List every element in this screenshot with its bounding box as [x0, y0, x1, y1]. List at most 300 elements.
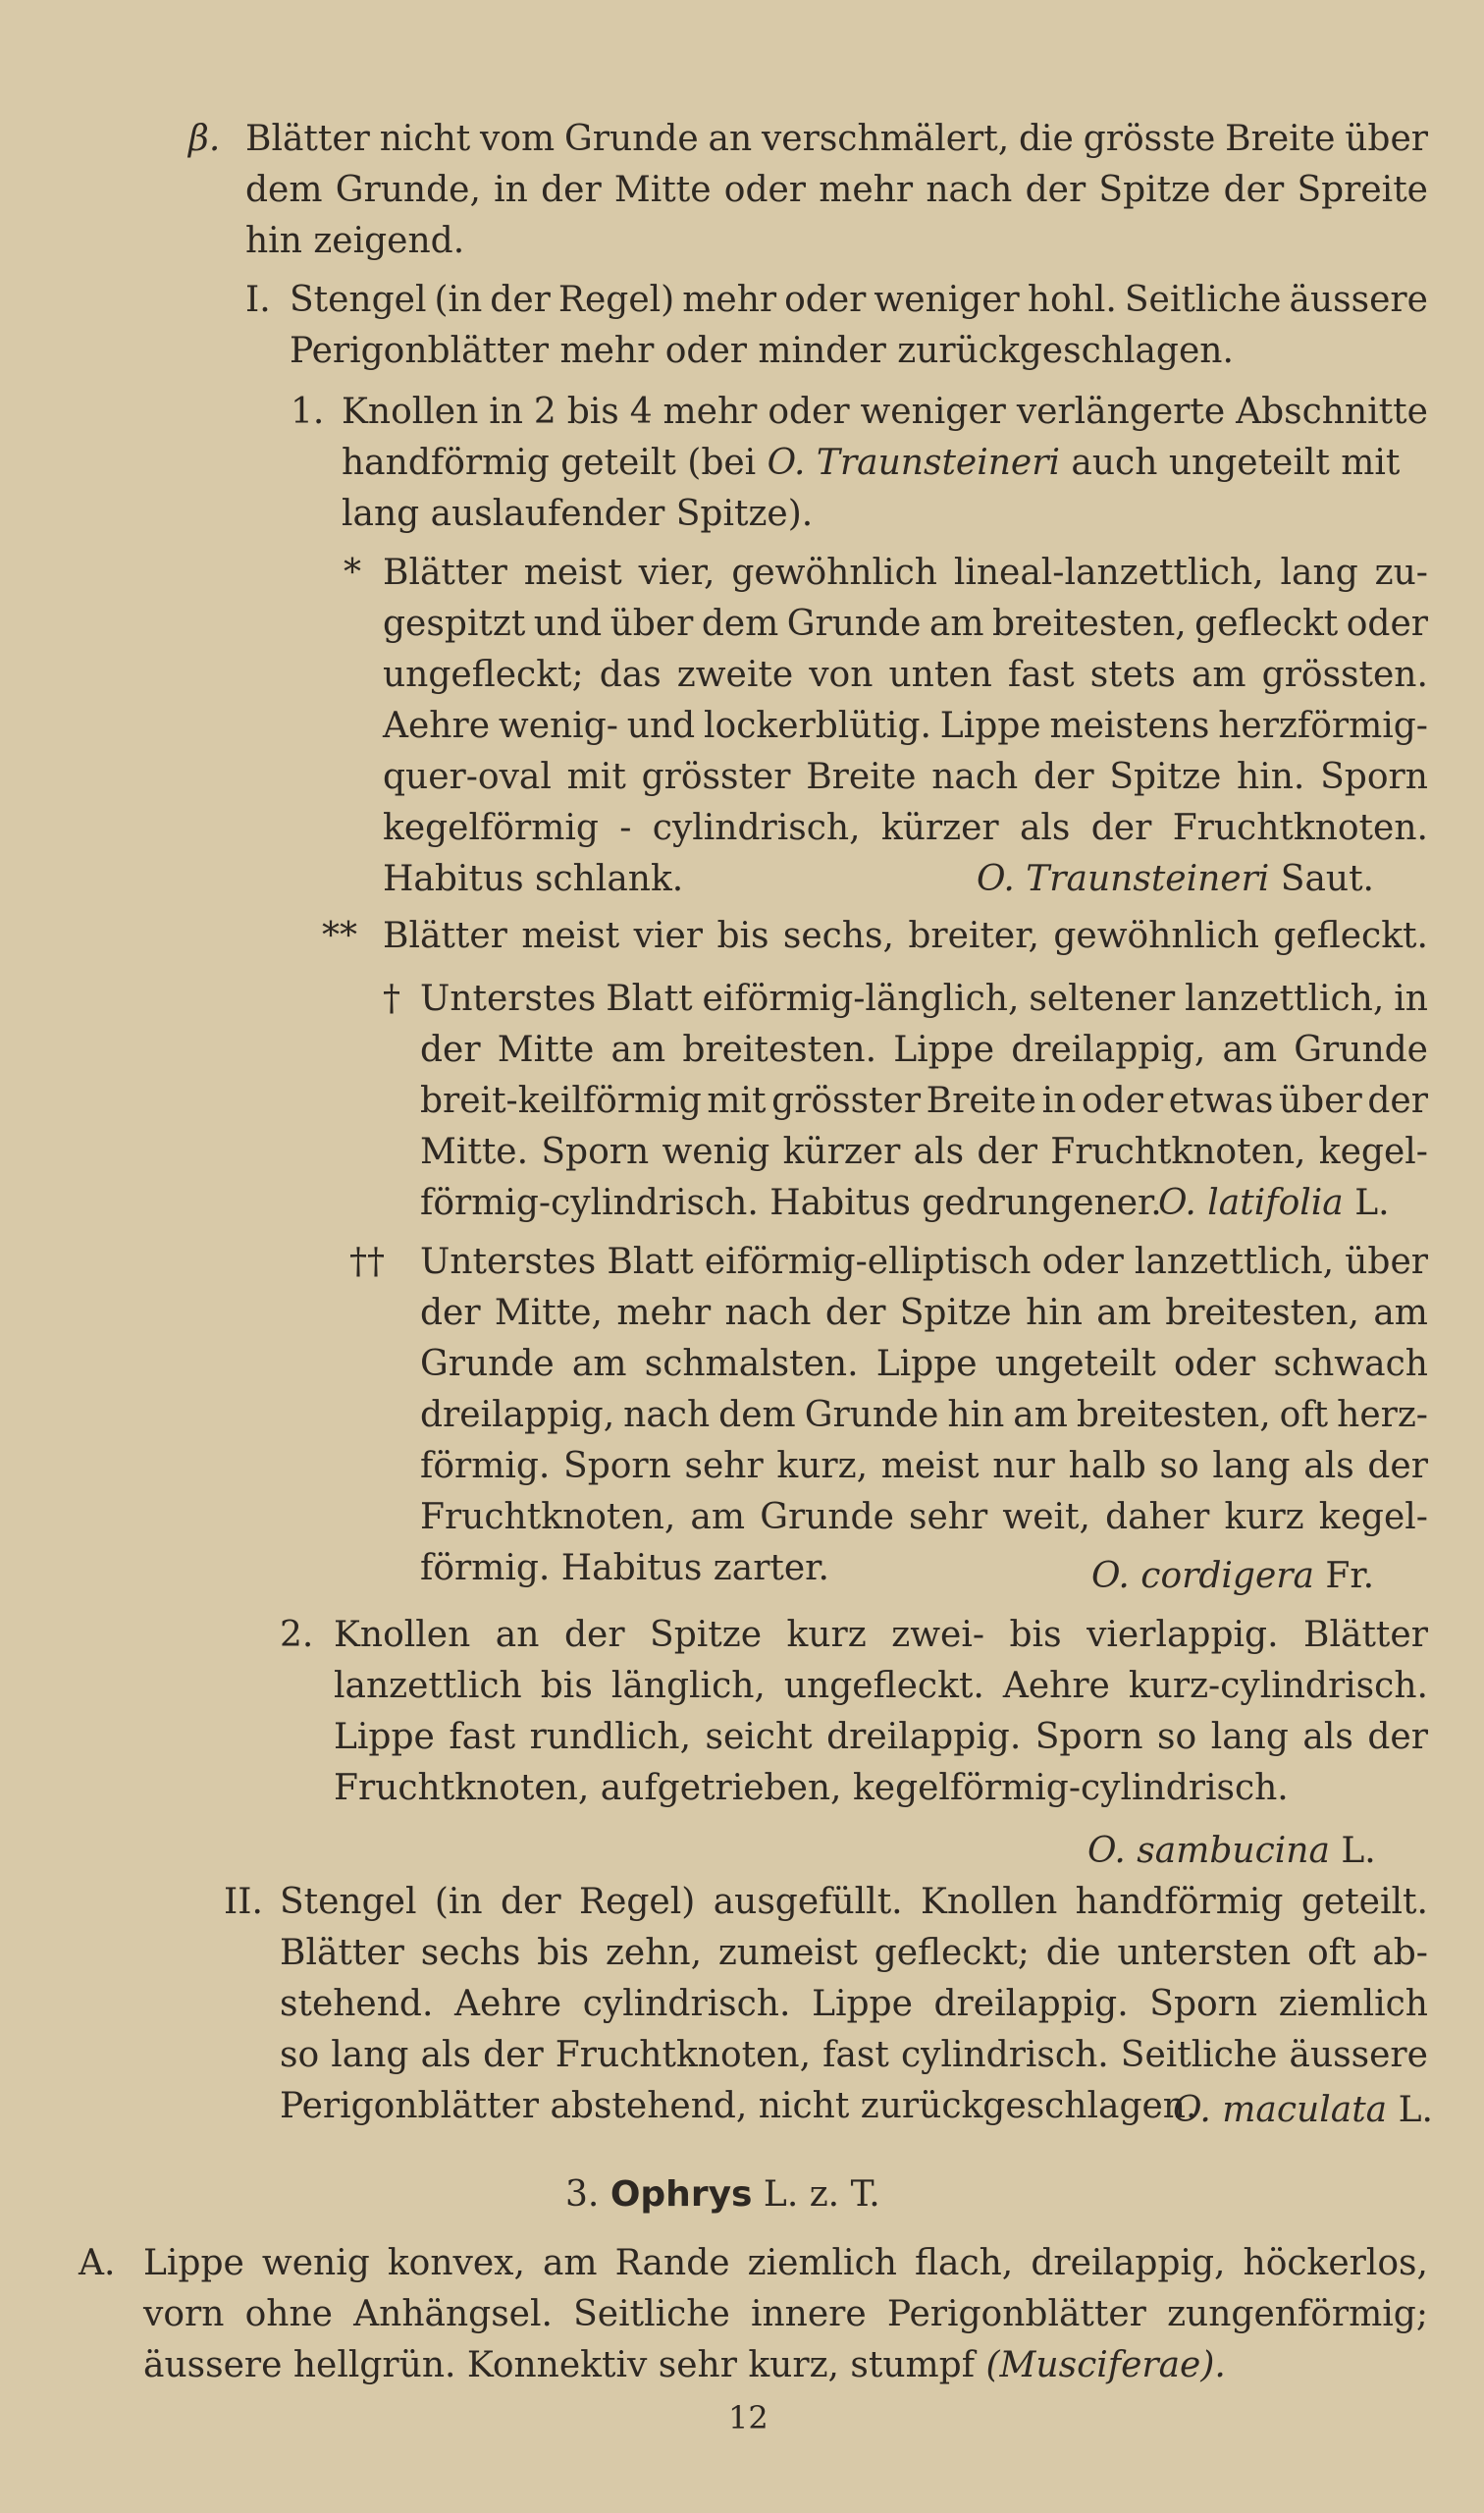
word: breiter,	[908, 916, 1039, 956]
item1-line-2	[342, 442, 1400, 485]
word: gefleckt;	[874, 1933, 1030, 1973]
word: breitesten,	[1076, 1395, 1271, 1435]
word: lockerblütig.	[704, 706, 931, 746]
word: Lippe	[893, 1030, 995, 1070]
word: cylindrisch,	[652, 808, 861, 848]
word: an	[495, 1615, 540, 1655]
word: konvex,	[387, 2243, 525, 2283]
sectionA-italic: (Musciferae).	[985, 2345, 1226, 2385]
word: Abschnitte	[1236, 392, 1428, 432]
word: nach	[926, 170, 1013, 210]
word: (in	[434, 280, 483, 320]
word: flach,	[914, 2243, 1014, 2283]
word: ab-	[1372, 1933, 1428, 1973]
word: der	[1025, 170, 1086, 210]
word: über	[1345, 1242, 1428, 1282]
item1-species: O. Traunsteineri	[767, 443, 1060, 483]
word: lineal-lanzettlich,	[953, 553, 1264, 593]
dagger2-line-2	[420, 1292, 1428, 1335]
word: -	[619, 808, 632, 848]
word: nach	[724, 1293, 812, 1333]
word: am	[571, 1344, 627, 1384]
word: der	[1367, 1717, 1428, 1757]
word: meist	[880, 1446, 980, 1486]
word: über	[1278, 1081, 1362, 1121]
word: Mitte,	[494, 1293, 603, 1333]
word: mehr	[819, 170, 914, 210]
word: Seitliche	[573, 2294, 730, 2334]
word: zumeist	[717, 1933, 858, 1973]
word: untersten	[1117, 1933, 1292, 1973]
word: der	[563, 1615, 625, 1655]
dagger1-line-4	[420, 1131, 1428, 1174]
word: Lippe	[875, 1344, 978, 1384]
word: der	[1367, 1446, 1428, 1486]
word: dreilappig,	[420, 1395, 615, 1435]
word: lang	[1212, 1446, 1291, 1486]
word: stehend.	[280, 1984, 434, 2024]
word: oder	[1041, 1242, 1124, 1282]
word: bis	[716, 916, 769, 956]
word: dem	[701, 604, 779, 644]
word: kurz	[1224, 1497, 1304, 1537]
dagger2-species-line	[1091, 1555, 1374, 1598]
word: vorn	[143, 2294, 225, 2334]
word: am	[1191, 655, 1246, 695]
word: hin	[947, 1395, 1005, 1435]
roman2-line-2	[280, 1932, 1428, 1975]
word: die	[1019, 119, 1074, 159]
word: schwach	[1273, 1344, 1428, 1384]
dagger2-species: O. cordigera	[1091, 1556, 1314, 1596]
dagger2-marker: ††	[349, 1242, 385, 1282]
star1-line-3	[383, 654, 1428, 697]
star2-line-1	[383, 915, 1428, 958]
word: Regel)	[578, 1882, 696, 1922]
word: breitesten,	[1165, 1293, 1359, 1333]
word: breitesten,	[991, 604, 1187, 644]
star1-species-line	[977, 858, 1374, 901]
word: über	[610, 604, 694, 644]
word: kürzer	[782, 1132, 901, 1172]
word: wenig	[662, 1132, 770, 1172]
word: so	[1157, 1717, 1197, 1757]
word: als	[1302, 1717, 1353, 1757]
word: vier,	[638, 553, 716, 593]
star1-line-2	[383, 603, 1428, 646]
word: kürzer	[880, 808, 999, 848]
word: der	[420, 1293, 481, 1333]
word: von	[809, 655, 874, 695]
word: mehr	[662, 392, 758, 432]
word: innere	[750, 2294, 867, 2334]
word: fast	[822, 2035, 889, 2075]
word: kegel-	[1318, 1497, 1428, 1537]
word: etwas	[1168, 1081, 1274, 1121]
dagger1-line-1	[420, 978, 1428, 1021]
dagger2-line-7: förmig. Habitus zarter.	[420, 1548, 829, 1588]
genus-authority: L. z. T.	[763, 2174, 880, 2215]
word: mit	[707, 1081, 767, 1121]
word: Grunde	[420, 1344, 555, 1384]
word: gespitzt	[383, 604, 526, 644]
word: hin	[1026, 1293, 1083, 1333]
word: kurz	[786, 1615, 867, 1655]
word: dreilappig,	[1031, 2243, 1226, 2283]
sectionA-line-1	[143, 2242, 1428, 2285]
roman2-line-1	[280, 1881, 1428, 1924]
word: cylindrisch.	[582, 1984, 791, 2024]
item2-author: L.	[1341, 1831, 1376, 1871]
word: am	[928, 604, 984, 644]
genus-name: Ophrys	[610, 2174, 753, 2215]
word: und	[533, 604, 603, 644]
word: Breite	[926, 1081, 1036, 1121]
word: oder	[1081, 1081, 1164, 1121]
word: Stengel	[290, 280, 427, 320]
dagger1-line-3	[420, 1080, 1428, 1123]
word: verlängerte	[1016, 392, 1226, 432]
word: dem	[718, 1395, 796, 1435]
word: rundlich,	[529, 1717, 692, 1757]
word: cylindrisch.	[900, 2035, 1109, 2075]
dagger2-line-5	[420, 1445, 1428, 1488]
word: meist	[523, 553, 622, 593]
word: äussere	[1289, 2035, 1428, 2075]
word: als	[1019, 808, 1071, 848]
word: das	[599, 655, 662, 695]
word: der	[1223, 170, 1285, 210]
word: oder	[768, 392, 850, 432]
item2-marker: 2.	[280, 1615, 314, 1655]
word: quer-oval	[383, 757, 552, 797]
word: zweite	[676, 655, 794, 695]
word: als	[420, 2035, 472, 2075]
word: Rande	[614, 2243, 730, 2283]
roman2-marker: II.	[224, 1882, 263, 1922]
word: gefleckt	[1194, 604, 1339, 644]
roman2-author: L.	[1398, 2090, 1433, 2130]
word: sechs	[420, 1933, 521, 1973]
word: lang	[1280, 553, 1358, 593]
word: vier	[633, 916, 704, 956]
word: der	[541, 170, 602, 210]
word: sechs,	[782, 916, 894, 956]
sectionA-marker: A.	[79, 2243, 116, 2283]
word: Spitze	[899, 1293, 1012, 1333]
word: Sporn	[1320, 757, 1428, 797]
word: dreilappig.	[933, 1984, 1129, 2024]
word: lanzettlich,	[1134, 1242, 1335, 1282]
sectionA-line-3	[143, 2344, 1226, 2387]
dagger2-line-6	[420, 1496, 1428, 1539]
word: eiförmig-elliptisch	[704, 1242, 1032, 1282]
word: Fruchtknoten,	[1050, 1132, 1306, 1172]
word: Unterstes	[420, 1242, 597, 1282]
word: grösster	[641, 757, 791, 797]
word: am	[690, 1497, 746, 1537]
roman2-species: O. maculata	[1173, 2090, 1388, 2130]
word: der	[1090, 808, 1152, 848]
word: vom	[480, 119, 556, 159]
word: 4	[629, 392, 653, 432]
word: Blätter	[383, 553, 507, 593]
word: Grunde	[1294, 1030, 1428, 1070]
word: herzförmig-	[1218, 706, 1428, 746]
word: nach	[623, 1395, 711, 1435]
word: Lippe	[334, 1717, 435, 1757]
word: der	[420, 1030, 481, 1070]
word: Seitliche	[1124, 280, 1282, 320]
word: fast	[1007, 655, 1075, 695]
roman1-line-1	[290, 279, 1428, 322]
word: handförmig	[1075, 1882, 1284, 1922]
word: Knollen	[342, 392, 479, 432]
item1-line-2-pre: handförmig geteilt (bei	[342, 443, 768, 483]
word: der	[977, 1132, 1037, 1172]
word: Knollen	[921, 1882, 1058, 1922]
item2-line-2	[334, 1665, 1428, 1708]
word: Spitze	[650, 1615, 763, 1655]
word: Aehre	[383, 706, 491, 746]
word: breit-keilförmig	[420, 1081, 702, 1121]
word: Sporn	[563, 1446, 671, 1486]
word: kurz,	[776, 1446, 869, 1486]
roman1-line-2: Perigonblätter mehr oder minder zurückgeschlagen.	[290, 331, 1234, 371]
star1-line-1	[383, 552, 1428, 595]
word: mehr	[682, 280, 777, 320]
word: kegelförmig	[383, 808, 599, 848]
word: Grunde,	[335, 170, 481, 210]
roman2-line-4	[280, 2034, 1428, 2077]
word: bis	[1009, 1615, 1062, 1655]
word: Blatt	[606, 979, 693, 1019]
word: am	[1013, 1395, 1068, 1435]
dagger1-line-2	[420, 1029, 1428, 1072]
word: 2	[533, 392, 556, 432]
star1-species: O. Traunsteineri	[977, 859, 1270, 899]
word: gewöhnlich	[1053, 916, 1259, 956]
word: Lippe	[812, 1984, 913, 2024]
word: Seitliche	[1120, 2035, 1278, 2075]
word: lanzettlich	[334, 1666, 522, 1706]
word: ziemlich	[747, 2243, 897, 2283]
word: Sporn	[1034, 1717, 1143, 1757]
word: Grunde	[804, 1395, 939, 1435]
word: weniger	[860, 392, 1006, 432]
star1-line-5	[383, 756, 1428, 799]
word: kurz-cylindrisch.	[1128, 1666, 1428, 1706]
word: Knollen	[334, 1615, 471, 1655]
star1-line-6	[383, 807, 1428, 850]
dagger1-line-5: förmig-cylindrisch. Habitus gedrungener.	[420, 1183, 1162, 1223]
word: Spitze	[1109, 757, 1222, 797]
word: zwei-	[891, 1615, 984, 1655]
word: wenig	[261, 2243, 370, 2283]
word: herz-	[1337, 1395, 1428, 1435]
word: die	[1045, 1933, 1101, 1973]
word: nicht	[379, 119, 471, 159]
word: gefleckt.	[1273, 916, 1428, 956]
word: Lippe	[939, 706, 1041, 746]
word: Fruchtknoten,	[555, 2035, 812, 2075]
word: am	[542, 2243, 598, 2283]
word: lang	[1210, 1717, 1289, 1757]
word: bis	[537, 1933, 590, 1973]
word: Perigonblätter	[886, 2294, 1146, 2334]
word: dreilappig.	[826, 1717, 1022, 1757]
sectionA-line-2	[143, 2293, 1428, 2336]
word: in	[1394, 979, 1428, 1019]
item1-line-1	[342, 391, 1428, 434]
dagger2-line-1	[420, 1241, 1428, 1284]
word: Blatt	[607, 1242, 694, 1282]
word: Fruchtknoten.	[1172, 808, 1428, 848]
dagger1-author: L.	[1354, 1183, 1390, 1223]
word: in	[489, 392, 523, 432]
word: mit	[566, 757, 626, 797]
word: lanzettlich,	[1185, 979, 1385, 1019]
word: verschmälert,	[761, 119, 1010, 159]
word: am	[1222, 1030, 1278, 1070]
word: Sporn	[541, 1132, 650, 1172]
word: weniger	[874, 280, 1020, 320]
word: förmig.	[420, 1446, 551, 1486]
word: daher	[1105, 1497, 1210, 1537]
roman1-marker: I.	[245, 280, 271, 320]
word: Grunde	[786, 604, 922, 644]
word: nach	[931, 757, 1019, 797]
word: sehr	[684, 1446, 764, 1486]
word: ungeteilt	[994, 1344, 1156, 1384]
word: Lippe	[143, 2243, 244, 2283]
word: der	[824, 1293, 886, 1333]
word: oder	[723, 170, 807, 210]
dagger2-line-4	[420, 1394, 1428, 1437]
word: halb	[1068, 1446, 1146, 1486]
word: zehn,	[605, 1933, 703, 1973]
word: Anhängsel.	[353, 2294, 553, 2334]
word: bis	[540, 1666, 593, 1706]
star1-line-4	[383, 705, 1428, 748]
word: Sporn	[1149, 1984, 1258, 2024]
word: am	[610, 1030, 666, 1070]
word: fast	[449, 1717, 516, 1757]
word: der	[483, 2035, 544, 2075]
word: am	[1096, 1293, 1151, 1333]
item1-line-2-post: auch ungeteilt mit	[1059, 443, 1401, 483]
word: Stengel	[280, 1882, 417, 1922]
word: Breite	[806, 757, 917, 797]
page-number: 12	[728, 2399, 768, 2436]
word: ausgefüllt.	[713, 1882, 903, 1922]
word: Blätter	[280, 1933, 404, 1973]
word: gewöhnlich	[731, 553, 937, 593]
word: höckerlos,	[1243, 2243, 1428, 2283]
dagger2-author: Fr.	[1325, 1556, 1375, 1596]
word: vierlappig.	[1086, 1615, 1279, 1655]
item2-line-3	[334, 1716, 1428, 1759]
word: als	[913, 1132, 965, 1172]
beta-marker: β.	[188, 119, 221, 159]
item2-line-1	[334, 1614, 1428, 1657]
word: der	[1367, 1081, 1428, 1121]
word: Grunde	[564, 119, 699, 159]
dagger1-species-line	[1158, 1182, 1390, 1225]
word: in	[1041, 1081, 1077, 1121]
word: lang	[331, 2035, 409, 2075]
word: meistens	[1049, 706, 1210, 746]
word: oder	[1346, 604, 1428, 644]
word: über	[1345, 119, 1428, 159]
word: eiförmig-länglich,	[702, 979, 1020, 1019]
word: Spreite	[1297, 170, 1428, 210]
item2-species-line	[1087, 1830, 1376, 1873]
word: als	[1303, 1446, 1354, 1486]
word: hin.	[1237, 757, 1305, 797]
dagger1-marker: †	[383, 979, 400, 1019]
word: oft	[1307, 1933, 1356, 1973]
word: grösster	[771, 1081, 922, 1121]
word: oder	[784, 280, 867, 320]
star1-author: Saut.	[1280, 859, 1375, 899]
word: in	[494, 170, 528, 210]
word: dreilappig,	[1011, 1030, 1206, 1070]
word: Aehre	[1002, 1666, 1110, 1706]
word: meist	[521, 916, 620, 956]
item1-marker: 1.	[291, 392, 325, 432]
word: Mitte	[497, 1030, 595, 1070]
word: zu-	[1374, 553, 1428, 593]
word: Regel)	[557, 280, 675, 320]
word: der	[501, 1882, 561, 1922]
word: Mitte	[613, 170, 712, 210]
word: ohne	[244, 2294, 333, 2334]
word: breitesten.	[682, 1030, 877, 1070]
word: oder	[1174, 1344, 1256, 1384]
word: Mitte.	[420, 1132, 529, 1172]
word: länglich,	[610, 1666, 766, 1706]
word: Grunde	[760, 1497, 894, 1537]
word: mehr	[616, 1293, 712, 1333]
word: äussere	[1289, 280, 1428, 320]
beta-line-2	[245, 169, 1428, 212]
word: Unterstes	[420, 979, 597, 1019]
word: hohl.	[1027, 280, 1117, 320]
word: der	[490, 280, 551, 320]
word: seltener	[1029, 979, 1176, 1019]
roman2-species-line	[1173, 2089, 1433, 2132]
word: Aehre	[454, 1984, 562, 2024]
dagger2-line-3	[420, 1343, 1428, 1386]
word: so	[280, 2035, 320, 2075]
beta-line-1	[245, 118, 1428, 161]
word: stets	[1089, 655, 1176, 695]
word: sehr	[909, 1497, 988, 1537]
word: Breite	[1225, 119, 1336, 159]
word: dem	[245, 170, 323, 210]
star2-marker: **	[322, 916, 357, 956]
word: schmalsten.	[644, 1344, 859, 1384]
word: Fruchtknoten,	[420, 1497, 676, 1537]
word: grösste	[1083, 119, 1216, 159]
beta-line-3: hin zeigend.	[245, 221, 465, 261]
word: zungenförmig;	[1167, 2294, 1428, 2334]
item1-line-3: lang auslaufender Spitze).	[342, 494, 814, 534]
item2-species: O. sambucina	[1087, 1831, 1330, 1871]
word: Blätter	[1303, 1615, 1428, 1655]
word: ungefleckt;	[383, 655, 584, 695]
